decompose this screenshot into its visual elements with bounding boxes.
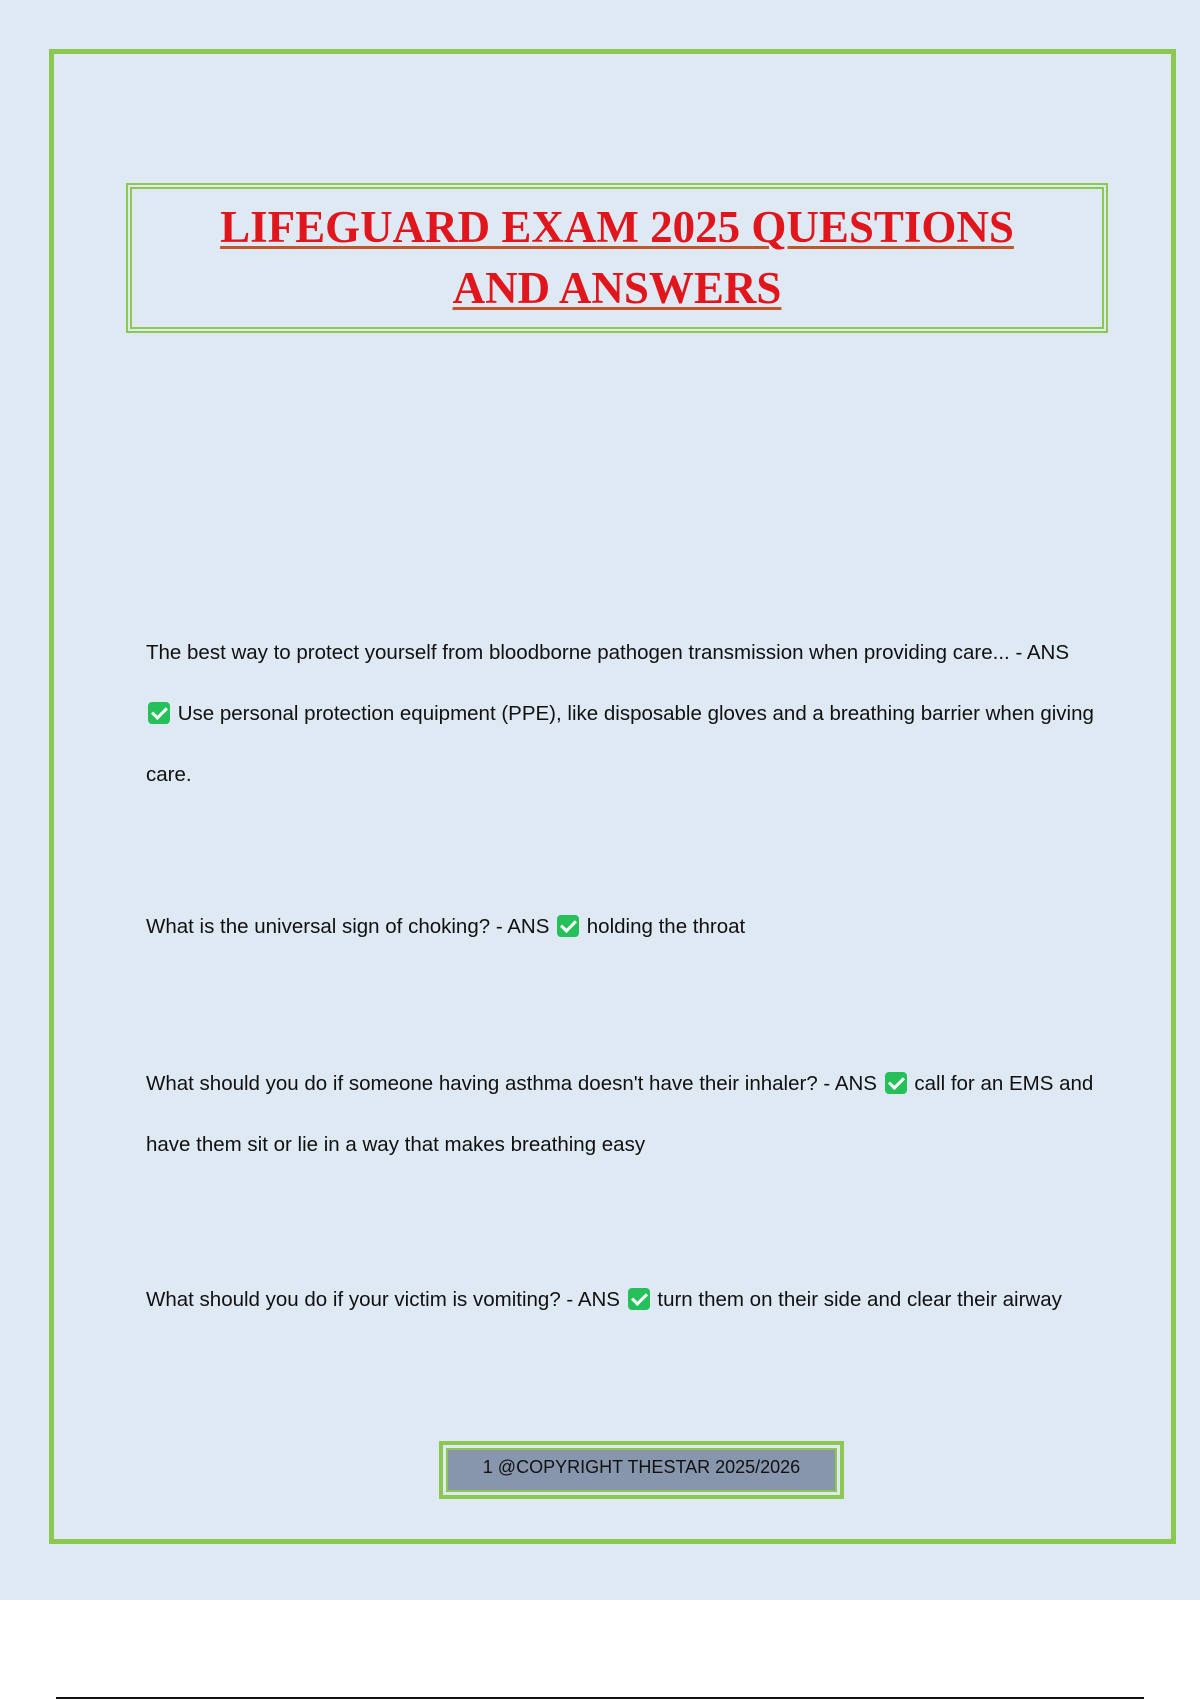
qa-item-1 bbox=[146, 622, 1096, 805]
footer-box bbox=[439, 1441, 844, 1499]
answer-text: Use personal protection equipment (PPE), like disposable gloves and a breathing barrier when giving care. bbox=[146, 702, 1094, 786]
qa-item-3 bbox=[146, 1053, 1096, 1175]
question-text: What should you do if someone having asthma doesn't have their inhaler? - bbox=[146, 1072, 835, 1095]
question-text: What is the universal sign of choking? - bbox=[146, 915, 508, 938]
checkmark-icon bbox=[628, 1288, 650, 1310]
answer-marker: ANS bbox=[507, 915, 550, 938]
title-line-1: LIFEGUARD EXAM 2025 QUESTIONS bbox=[220, 202, 1014, 252]
qa-item-2 bbox=[146, 896, 1096, 957]
footer-copyright: 1 @COPYRIGHT THESTAR 2025/2026 bbox=[446, 1448, 837, 1492]
answer-marker: ANS bbox=[577, 1288, 620, 1311]
title-line-2: AND ANSWERS bbox=[452, 263, 782, 313]
qa-item-4 bbox=[146, 1269, 1096, 1330]
question-text: The best way to protect yourself from bloodborne pathogen transmission when providing care... - bbox=[146, 641, 1027, 664]
checkmark-icon bbox=[557, 915, 579, 937]
document-title bbox=[220, 197, 1014, 319]
bottom-divider bbox=[56, 1697, 1144, 1699]
checkmark-icon bbox=[148, 702, 170, 724]
answer-text: call for an EMS and have them sit or lie in a way that makes breathing easy bbox=[146, 1072, 1094, 1156]
question-text: What should you do if your victim is vomiting? - bbox=[146, 1288, 578, 1311]
title-box bbox=[126, 183, 1108, 333]
answer-marker: ANS bbox=[834, 1072, 877, 1095]
answer-text: turn them on their side and clear their airway bbox=[657, 1288, 1062, 1311]
answer-text: holding the throat bbox=[586, 915, 746, 938]
checkmark-icon bbox=[885, 1072, 907, 1094]
answer-marker: ANS bbox=[1026, 641, 1069, 664]
